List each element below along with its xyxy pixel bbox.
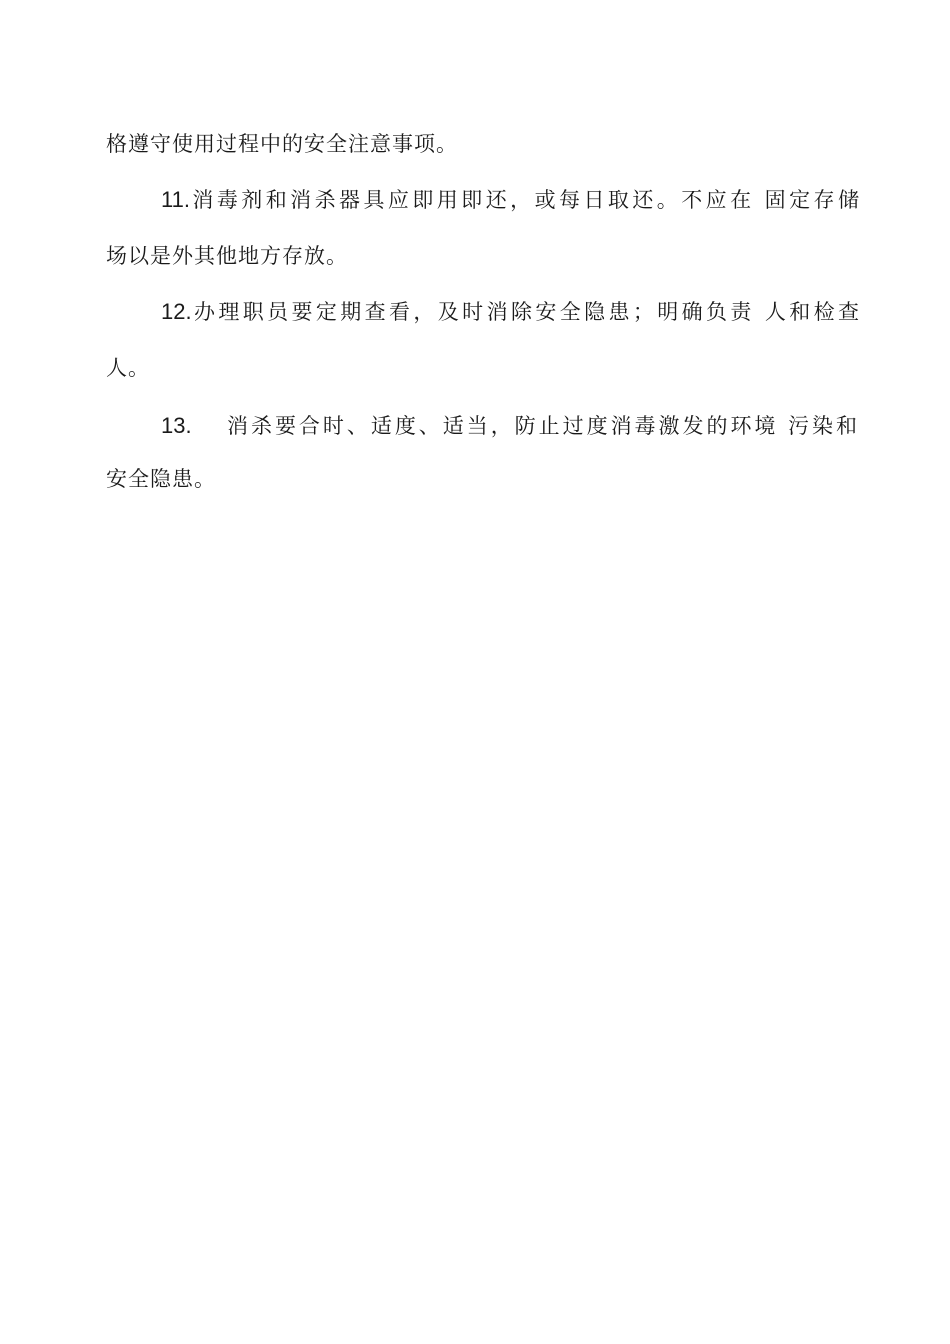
item-number: 12. [161, 299, 192, 324]
list-item-12-line-2: 人。 [106, 356, 150, 380]
item-number: 13. [161, 413, 192, 438]
list-item-11-line-2: 场以是外其他地方存放。 [106, 244, 348, 268]
list-item-13-line-1 [161, 412, 860, 440]
list-item-12-line-1 [161, 298, 860, 326]
list-item-11-line-1 [161, 186, 860, 214]
item-text: 消杀要合时、适度、适当，防止过度消毒激发的环境 污染和 [227, 414, 858, 438]
item-text: 办理职员要定期查看，及时消除安全隐患；明确负责 人和检查 [191, 300, 860, 324]
list-item-13-line-2: 安全隐患。 [106, 467, 216, 491]
paragraph-line: 格遵守使用过程中的安全注意事项。 [106, 132, 458, 156]
item-text: 消毒剂和消杀器具应即用即还，或每日取还。不应在 固定存储 [189, 188, 860, 212]
item-number: 11. [161, 187, 190, 212]
